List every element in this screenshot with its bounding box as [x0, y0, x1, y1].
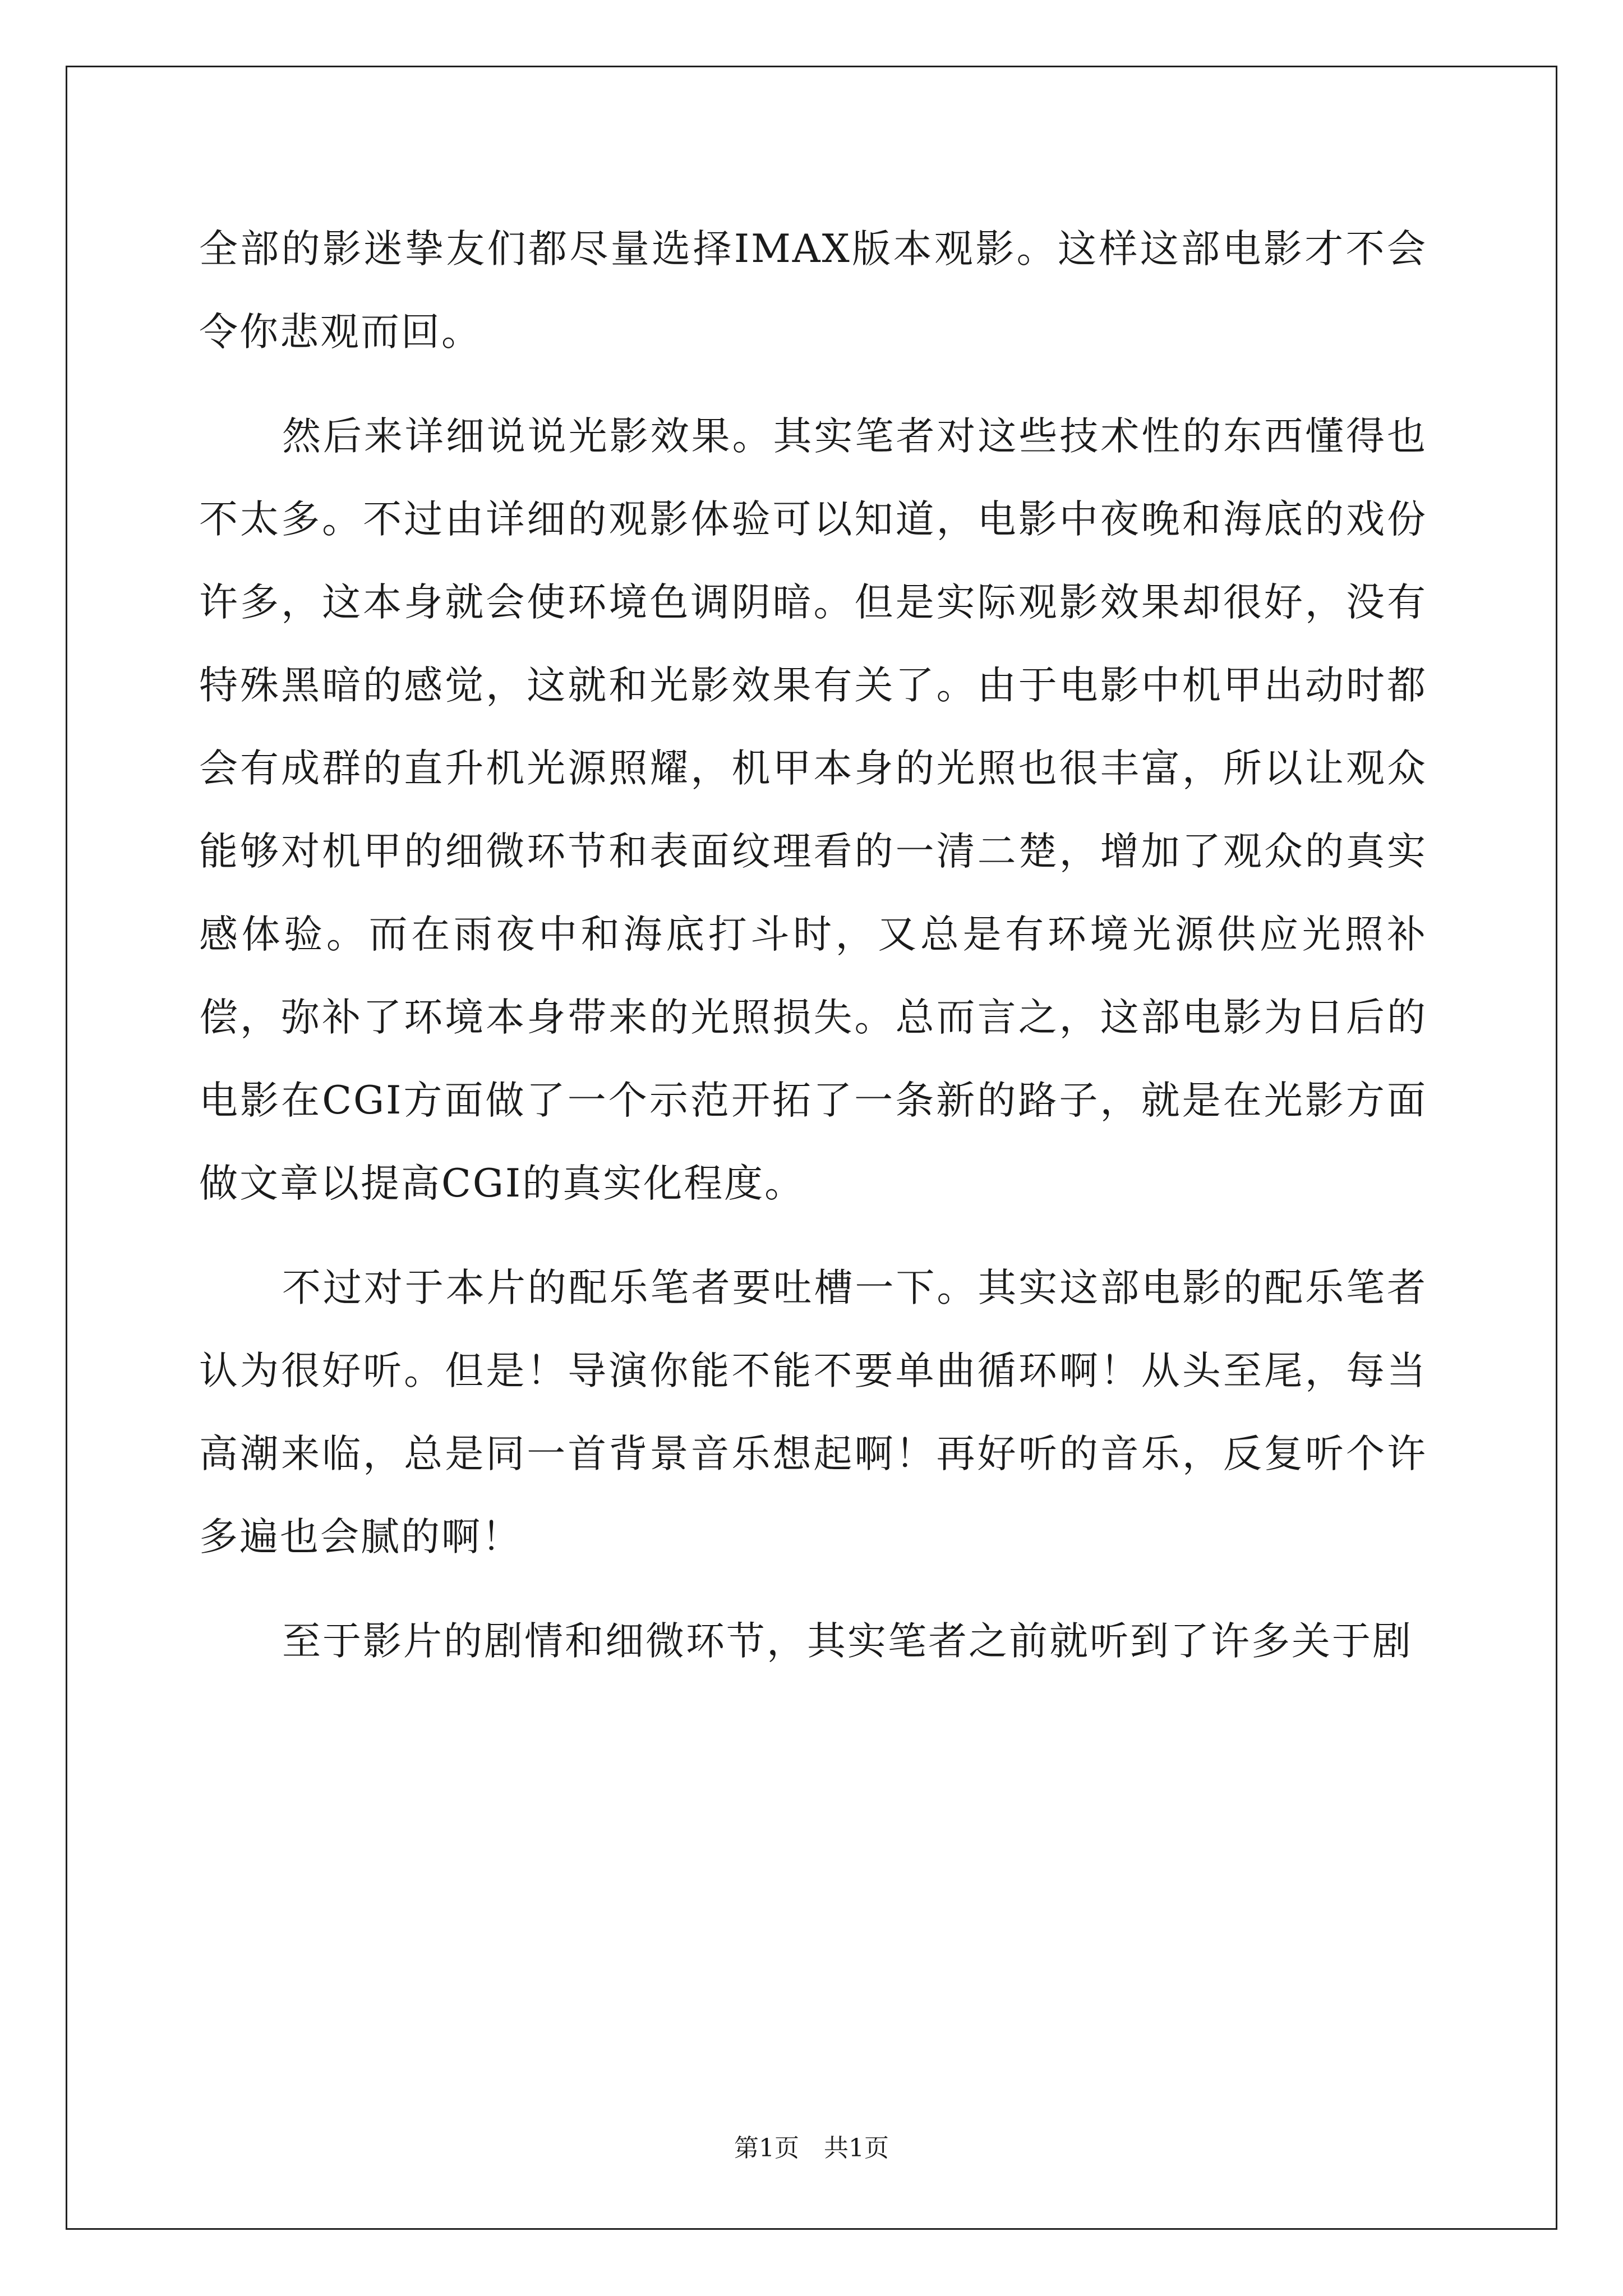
paragraph-4: 至于影片的剧情和细微环节，其实笔者之前就听到了许多关于剧	[282, 1619, 1413, 1664]
page-number-footer: 第1页 共1页	[734, 2134, 889, 2162]
document-body	[199, 208, 1427, 1683]
paragraph-2: 然后来详细说说光影效果。其实笔者对这些技术性的东西懂得也不太多。不过由详细的观影体验可以知道，电影中夜晚和海底的戏份许多，这本身就会使环境色调阴暗。但是实际观影效果却很好，没有特殊黑暗的感觉，这就和光影效果有关了。由于电影中机甲出动时都会有成群的直升机光源照耀，机甲本身的光照也很丰富，所以让观众能够对机甲的细微环节和表面纹理看的一清二楚，增加了观众的真实感体验。而在雨夜中和海底打斗时，又总是有环境光源供应光照补偿，弥补了环境本身带来的光照损失。总而言之，这部电影为日后的电影在CGI方面做了一个示范开拓了一条新的路子，就是在光影方面做文章以提高CGI的真实化程度。	[199, 414, 1427, 1206]
paragraph-1: 全部的影迷挚友们都尽量选择IMAX版本观影。这样这部电影才不会令你悲观而回。	[199, 227, 1427, 355]
paragraph-3: 不过对于本片的配乐笔者要吐槽一下。其实这部电影的配乐笔者认为很好听。但是！导演你能不能不要单曲循环啊！从头至尾，每当高潮来临，总是同一首背景音乐想起啊！再好听的音乐，反复听个许多遍也会腻的啊！	[199, 1266, 1427, 1559]
